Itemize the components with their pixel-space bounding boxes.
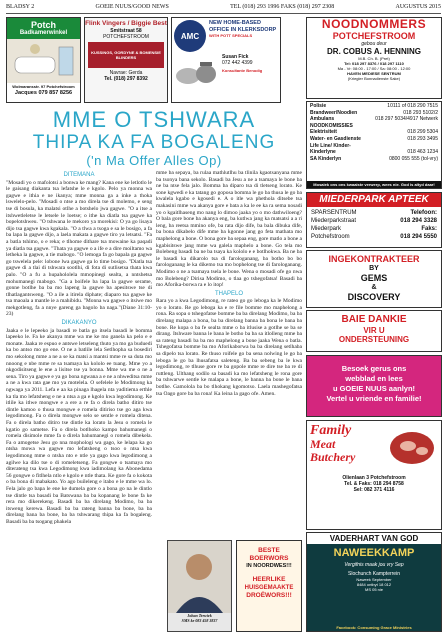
author-photo: [167, 540, 232, 632]
miederpark-row-label: Miederparkstraat: [311, 218, 357, 224]
ad-boerwors[interactable]: [236, 540, 302, 632]
droewors-line3: DROËWORS!!!: [246, 592, 292, 599]
cookware-phone: 072 442 4399: [222, 60, 253, 66]
boerwors-line1: BESTE: [258, 547, 280, 554]
biggie-street: Smitstraat 58: [110, 28, 142, 34]
miederpark-row: [311, 225, 437, 233]
ad-ingekontrakteer[interactable]: [306, 250, 442, 308]
vaderhart-brand: NAWEEKKAMP: [333, 547, 415, 559]
biggie-town: POTCHEFSTROOM: [103, 34, 149, 40]
article-subtitle: ('n Ma Offer Alles Op): [86, 153, 222, 168]
miederpark-row-value: 018 294 5550: [400, 234, 437, 240]
author-sms: SMS ke 083 458 3837: [181, 618, 218, 623]
goeie-nuus-line4: Vertel u vriende en familie!: [326, 394, 422, 403]
emergency-number-value: 0800 055 555 (tol-vry): [389, 155, 438, 162]
miederpark-title: MIEDERPARK APTEEK: [307, 193, 441, 207]
droewors-line1: HEERLIKE: [252, 576, 286, 583]
ad-noodnommers-list[interactable]: [306, 101, 442, 189]
emergency-number-value: 018 463 1234: [407, 149, 438, 156]
ingekontrakteer-line3: GEMS: [360, 273, 388, 283]
miederpark-row: [311, 217, 437, 225]
amc-logo: [174, 20, 206, 52]
column-2-text: mme ba sepaya, ba rulaa mathlutlhu ba tlinila kgaotsanyana mme ba tsonya bana sekolo. Basadi ba Jesu a ne a tsamaya le bone ba ne ba ntse fela jalo. Bomma ba diparo tsa di tletseng lorato. Ke sone kgwedi e ka tatang go goposa bomma le go ba thusa le go ba kwalela kgabo e kgosedi e. A o itle wa phethola ditsebe tsa makasini mme wa akanya gore e bata a ka le ee ka ra sema nosadi yo o kgaitlhaseng mo nang lo dimoo jaaka yo o mo dathwiloeng? O bala gore bone ba akanya eng, ba kutlwa jang ka matsatsi a a ri leng, ba reetsa mmino ofe, ba rata dijo dife, ba bala dibuka dife, ba bona dikabelo dife mme ba kgonne jang go feta mathata mo maphelong a bone. O bona gore ba sepaa eng, gore matlo a bone a kgabisitswe jang mme wa galela maphelo a bone. Go tela mo Bolebeng basadi ba ne ba tsaya ka kololo e e botlhokwa. Ba ne ba le basadi ka dikarolo tsa di farologanang, ba botho bo bo farologanang le ka dikemo tsa mo bophelong tse di farologanang. Modimo o ne a tsamaya tsela le bone. Wena o mosadi ofe go nwa mo Bolebeng? Dirisa Modimo, o tlaa go tshegofatsa! Basadi ba mo Aforika-borwa ra e lo itop!: [156, 170, 302, 289]
emergency-number-value: 018 299 5304: [407, 129, 438, 136]
vaderhart-venue: Slochunch Kampterrein: [348, 571, 400, 577]
article-title-line2: THIPA KA FA BOGALENG: [32, 132, 276, 153]
miederpark-row-value: Faks:: [421, 226, 437, 232]
miederpark-row-label: Potchefstroom: [311, 234, 350, 240]
baie-dankie-line1: BAIE DANKIE: [341, 314, 407, 325]
potch-tel: Jacques 079 857 8256: [14, 90, 73, 96]
goeie-nuus-line1: Besoek gerus ons: [341, 364, 407, 373]
family-meat-line3: Butchery: [310, 450, 356, 464]
ad-noodnommers[interactable]: [306, 17, 442, 99]
goeie-nuus-line3: u GOEIE NUUS aanlyn!: [332, 384, 416, 393]
doctor-address: HAVEN MEDIESE SENTRUM: [347, 71, 401, 76]
family-meat-cell: Sel: 082 371 4116: [353, 487, 395, 493]
ingekontrakteer-line1: INGEKONTRAKTEER: [328, 254, 420, 264]
emergency-number-row: [310, 156, 438, 163]
ingekontrakteer-line2: BY: [369, 265, 379, 272]
biggie-services: KUSSINGS, GORDYNE & BOMENSIE BLINDERS: [91, 50, 161, 60]
doctor-hours: Ma - Vr: 08:00 - 17:00 / Sa: 08:00 - 12:00: [337, 66, 411, 71]
emergency-number-value: 018 293 3495: [407, 135, 438, 142]
emergency-number-value: 018 297 5034/4917 Netwerk: [375, 116, 438, 123]
biggie-tel: Tel. (018) 297 8392: [104, 76, 148, 82]
cookware-pots-icon: [174, 54, 220, 88]
vaderhart-tagline: Vergifnis maak jou vry Sep: [344, 562, 404, 568]
vaderhart-contact2: MS 05 nie: [364, 587, 383, 592]
cookware-headline: NEW HOME-BASED OFFICE IN KLERKSDORP: [209, 20, 277, 33]
emergency-number-label: Ambulans: [310, 116, 335, 123]
article-title-block: [6, 108, 302, 168]
boerwors-line3: IN NOORDWES!!!: [246, 563, 292, 569]
doctor-tel: Tel: 018 297 8376 / 018 297 1110: [344, 61, 404, 66]
article-title-line1: MME O TSHWARA: [52, 107, 256, 132]
ad-vaderhart-van-god[interactable]: [306, 532, 442, 632]
boerwors-line2: BOERWORS: [249, 555, 289, 562]
emergency-number-row: [310, 103, 438, 110]
emergency-number-label: Polisie: [310, 103, 327, 109]
page-header: [6, 4, 441, 14]
biggie-contact: Navrae: Gerda: [109, 70, 143, 76]
doctor-footnote: (Kriegler Bonnadienste Sake): [347, 76, 401, 81]
baie-dankie-line2: VIR U: [363, 326, 385, 335]
emergency-number-row: [310, 110, 438, 117]
emergency-number-label: Water- en Gasdienste: [310, 135, 361, 142]
emergency-number-row: [310, 123, 438, 130]
noodnommers-town: POTCHEFSTROOM: [332, 31, 416, 41]
article-column-1: [6, 170, 152, 632]
ad-family-meat-butchery[interactable]: [306, 420, 442, 530]
publication-name: GOEIE NUUS/GOOD NEWS: [95, 4, 169, 10]
ad-goeie-nuus-online[interactable]: [306, 355, 442, 417]
emergency-number-label: Kinderlyne: [310, 149, 336, 156]
baie-dankie-line3: ONDERSTEUNING: [338, 335, 410, 344]
vaderhart-when: Naweek September: [356, 577, 392, 582]
emergency-number-value: 018 293 5102/2: [403, 109, 438, 116]
cookware-special: WITH POTT SPECIALS: [209, 33, 253, 38]
section-heading-dikakanyo: DIKAKANYO: [61, 320, 97, 327]
doctor-name: DR. COBUS A. HENNING: [327, 47, 421, 56]
emergency-number-row: [310, 149, 438, 156]
miederpark-row: [311, 209, 437, 217]
article-column-2: [156, 170, 302, 535]
issue-date: AUGUSTUS 2015: [395, 4, 441, 10]
emergency-number-label: NOODKOMISSIES: [310, 122, 353, 129]
miederpark-row-value: 018 294 3328: [400, 218, 437, 224]
ad-cookware[interactable]: [171, 17, 281, 103]
noodnommers-heading: NOODNOMMERS: [321, 17, 427, 31]
section-heading-thapelo: THAPELO: [214, 290, 243, 297]
section-text-dikakanyo: Jaaka e le lepeeko ja basadi re batla go itsela basadi le bomma lapeeko le. Fa ke akanya mme wa me ke mo ganela ka pelo e e monate. Jaaka re espuo e antswe letseleng thuto ya mo ga buduedi ka bo antso mo go ene. O ne a batlile lela Setlhopha sa bosediri mo sekolong mme a ne a se ka matsi a mantsi mme re sa duta mo nnoong e nbe mme re sa tsamaya ka kololo ee tuang. Mme yo a nkgodisitseng le ene a lisitse tse ya bonna. Mme wa me o ne a sena. Tiro ya gagwe e ya go bona ngwana a e ne a nhweditsa mme a ne a kwa rata gae mo ya motelela. O sefelele le Modimong ka ngwaga ya 2011. Lefa e aa ka pinaga lhagela nta yaditiema erthle ka tla mo lefatsheng e ne a ntsa a ga e kgolo kwa legodimong. Ke itlile ka itlwe mongwe e a ere a re fa o direla batho ditiro tse dintle kamoo o thusa mongwe e romela ditiriso tse go aga kwa legodimong. Fa o direla mongwe selo se sentle e romela ditena. Fa o direla batho ditiro tse dintle ka lorato la Jesu o romela le kgatio go sametse. Fa o direla botlhoko kampo bahumanegi o romela disimole mme fa o direla bahumanegi o romela dibekela. Fa o amogetse Jesu go nna mophologi wa gago, ke lelapa ka go ntsha mowa wa gagwe mo lefatsheng o tsoo o ntsa kwa legodimong mme o ntsha nto e ntle ya gago kwa legodimong a agilwe ka dilo tse o di romeletseng. Fa gongwe o tsamaya mo diterateng tsa kwa Legodimong kwa iadimolang ka Abonedama 56 gongwe o fitlhela ntlo e kgolo e ntle thata. Ke gore fa o kokota o ba bona di mabakato. Yo ago buileleng e itabo e le mme wa lo. Fela jalo go bapa le ene ke dumela gore o a bona go na le dintlo tse dintle tsa basadi ba Batswana ba ba kopanang le bone fa ke rera mo dikerekeng. Basadi ba ba direlang Modimo, ba ba itsweng kerewa. Basadi ba ba rateng banna ba bone, ba ba direlang bana ba bone, ba ba tshwarang thipa ka fa bogaleng. Basadi ba ba tsogang phakela: [6, 327, 152, 525]
emergency-number-label: SA Kinderlyn: [310, 155, 342, 162]
page-number: BLADSY 2: [6, 4, 35, 10]
family-meat-address: Olienlaan 3 Potchefstroom: [342, 475, 406, 481]
emergency-number-label: Life Line/ Kinder-: [310, 142, 351, 149]
miederpark-row-value: Telefoon:: [410, 210, 437, 216]
ad-biggie-best[interactable]: [84, 17, 168, 103]
header-tel: TEL (018) 293 1996 FAKS (018) 297 2308: [230, 4, 335, 10]
emergency-number-value: 10111 of 018 290 7515: [387, 103, 438, 109]
goeie-nuus-line2: webblad en lees: [345, 374, 403, 383]
doctor-degrees: M.B. Ch. B. (Pret): [358, 56, 390, 61]
amc-logo-text: AMC: [180, 31, 200, 41]
section-text-thapelo: Rara yo a kwa Legodimong, re rateo go go leboga ka le Modimo yo o lorato. Re go leboga ka e re file bomme mo maphelong a rona. Ra sopa o tshegofatse bomme ba ba direlang Modimo, ba ba direlang malapa a bona, ba ba direlang banna ba bona le bana ba bone. Re kopa o ba fe sealta mme o ba itlusise a gotlhe se ba se dirang. Itshware banna le bana le botho ba ba sa itlolleng mme ba sa rateng basadi ba ba mo maphelong a bone jaaka Wena o batla. Tshegofatsa bomme ba mo Aforikaborwa ba ba direlang setlhaba sa dipelo tsa lorato. Re thuso roifele go ba sena nolwing le go ba leboga le go ba lhusafatsa saleteng. Ba ba sebeng ba le kwa legodimong, re tlhuse gore re ba gopole mme re dire tse ba re di ruttleng. Ulthang sodilo sa basadi ka mo lefatsheng le rona gore ba tshwarwe sentle ke malapa a bone, le banna ba bone le bana botlhe. Gamolola ba bo tlhokang kgomotso. Laela mashegofatsa tsa Oago gore ba ba rona! Ka leina la gago ofe. Amen.: [156, 298, 302, 397]
badkamerwinkel-name: Badkamerwinkel: [19, 30, 68, 36]
miederpark-row: [311, 233, 437, 241]
cookware-person: Susan Fick: [222, 54, 249, 60]
section-text-ditemana: "Mosadi yo o mafolotsi a bonwa ke mang? Kana ene ke letlotlo le le gaisang diakanta tsa lefatshe le e kgolo. Pelo ya monna wa gagwe e ithia e ne ikanya; mme monna ga a inke a thoka lswelelo-pelo. "Mosadi o ntse a mo direla tse di molemo, e seng tse di bosula, ka malatsi otlhe a botshelo jwa gagwe. "O a itse a itshwetleletse le letsele le loetse; o ithe ka diatla tsa gagwe ka bopelotshweu. "O tshwana le mekoro ya morekisi: O ya go lisaya dijo tsa gagwe kwa kgakala. "O a tlwa a tsoga e sa le bosigo, a fa ba lapa la gagwe dijo, a laela makata a gagwe tiro ya letsatsi. "Fa a batla tshimo, o e reka; e tlhome dithare tsa mowaine ka paqadi ya diatla tsa gagwe. "Thata ya gagwe o a ife e a dire moiltamo wa letheka la gagwe, a tie mabogo. "O lemoga fa go bapala ga gagwe go tswelela pele: lobone lwa gagwe ga lo time bosigo. "Diatla tsa gagwe di a tlai di tshwara sootlhi, di fota di sutlisetsa thata kwa palo. "O a fu a hupahololela mmopinegi sealta, a nntshetsa mohumanegi mabogo. "Ga a boifele ba lapa la gagwe serame, gonne botlhe ba ba mo lapeng la gagwe ba apesitswe tse di tlhatlagantsweng. "O a ile a itirela diphate; diaparo tsa gagwe ke tsa maoala a mantle ie a mahibidu. "Monna wa gagwe o itsiwe mo mekgotleng, fa a nnye gareng ga bagolo ba naga."(Diane 31:10-23): [6, 179, 152, 318]
potch-name: Potch: [30, 20, 56, 30]
vaderhart-title: VADERHART VAN GOD: [307, 533, 441, 544]
emergency-number-label: Brandweer/Noodien: [310, 109, 358, 116]
noodnommers-closing: Mosaiek ons ons kwaaiste verwerp, wees nie. God is altyd daar!: [307, 181, 441, 188]
vaderhart-contact1: 8484 ontbyt 18 012: [356, 582, 392, 587]
author-name: Johan Terwiek: [187, 613, 212, 618]
emergency-number-row: [310, 136, 438, 143]
biggie-title: Flink Vingers / Biggie Best: [85, 20, 167, 27]
meat-icon: [388, 424, 438, 468]
family-meat-line2: Meat: [310, 437, 336, 451]
cookware-consultants: Konsultante Benodig: [222, 68, 263, 73]
emergency-number-row: [310, 129, 438, 136]
ad-miederpark-apteek[interactable]: [306, 192, 442, 248]
miederpark-row-label: Miederpark: [311, 226, 342, 232]
vaderhart-footer: Facebook: Consuming Grace Ministries: [336, 625, 412, 630]
family-meat-tel: Tel. & Faks: 018 294 8758: [344, 481, 404, 487]
bathroom-icon: [7, 39, 80, 83]
emergency-number-row: [310, 143, 438, 150]
noodnommers-sub: gebou deur: [361, 41, 387, 47]
ad-potch-badkamerwinkel[interactable]: [6, 17, 81, 103]
miederpark-rows: [307, 207, 441, 243]
emergency-number-row: [310, 116, 438, 123]
author-portrait-icon: [168, 541, 231, 613]
emergency-number-list: [307, 102, 441, 163]
family-meat-line1: Family: [310, 423, 352, 438]
emergency-number-label: Elektrisiteit: [310, 129, 337, 136]
potch-address: Wolmaransstr. 97 Potchefstroom: [12, 84, 75, 89]
section-heading-ditemana: DITEMANA: [63, 172, 95, 178]
ad-baie-dankie[interactable]: [306, 310, 442, 352]
ingekontrakteer-line5: DISCOVERY: [347, 292, 401, 302]
biggie-services-banner: [88, 42, 164, 68]
ingekontrakteer-line4: &: [371, 284, 377, 291]
miederpark-row-label: SPARSENTRUM: [311, 210, 357, 216]
droewors-line2: HUISGEMAAKTE: [244, 585, 294, 591]
